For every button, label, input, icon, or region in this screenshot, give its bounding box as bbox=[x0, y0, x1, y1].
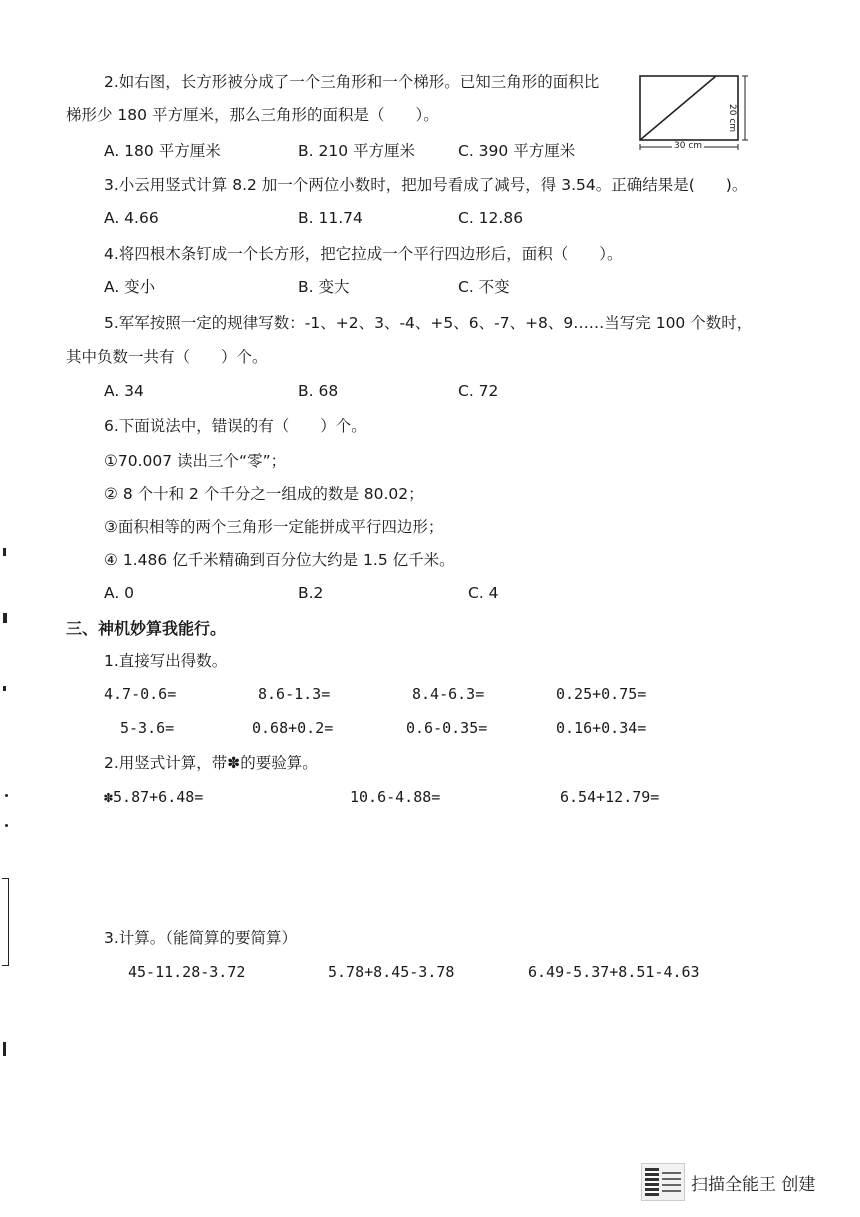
scan-bracket bbox=[2, 965, 9, 966]
q5-option-b: B. 68 bbox=[298, 382, 339, 400]
fig-height-label: 20 cm bbox=[727, 104, 737, 133]
rectangle-figure bbox=[632, 74, 762, 160]
q2-option-a: A. 180 平方厘米 bbox=[104, 142, 221, 160]
section3-sub2: 2.用竖式计算，带✽的要验算。 bbox=[104, 754, 318, 772]
mental-calc-item: 0.25+0.75= bbox=[556, 685, 647, 703]
q6-option-a: A. 0 bbox=[104, 584, 135, 602]
vertical-calc-item: 6.54+12.79= bbox=[560, 788, 660, 806]
scan-bracket bbox=[8, 878, 9, 966]
simplify-calc-item: 6.49-5.37+8.51-4.63 bbox=[528, 963, 700, 981]
q2-text-line2: 梯形少 180 平方厘米，那么三角形的面积是（ ）。 bbox=[66, 106, 439, 124]
q4-text: 4.将四根木条钉成一个长方形，把它拉成一个平行四边形后，面积（ ）。 bbox=[104, 245, 623, 263]
mental-calc-item: 5-3.6= bbox=[120, 719, 175, 737]
mental-calc-item: 0.16+0.34= bbox=[556, 719, 647, 737]
scan-mark bbox=[3, 1042, 6, 1056]
q4-option-b: B. 变大 bbox=[298, 278, 350, 296]
simplify-calc-item: 45-11.28-3.72 bbox=[128, 963, 246, 981]
q5-text-line1: 5.军军按照一定的规律写数：-1、+2、3、-4、+5、6、-7、+8、9……当写完 100 个数时， bbox=[104, 314, 753, 332]
mental-calc-item: 0.6-0.35= bbox=[406, 719, 488, 737]
scan-bracket bbox=[2, 878, 9, 879]
section3-title: 三、神机妙算我能行。 bbox=[66, 619, 227, 638]
q3-option-b: B. 11.74 bbox=[298, 209, 363, 227]
q4-option-a: A. 变小 bbox=[104, 278, 156, 296]
qr-code-icon bbox=[641, 1163, 685, 1201]
q3-option-a: A. 4.66 bbox=[104, 209, 159, 227]
scan-mark bbox=[3, 613, 7, 623]
q2-option-b: B. 210 平方厘米 bbox=[298, 142, 415, 160]
fig-width-label: 30 cm bbox=[674, 141, 703, 151]
q6-text: 6.下面说法中，错误的有（ ）个。 bbox=[104, 417, 367, 435]
q6-statement-1: ①70.007 读出三个“零”； bbox=[104, 452, 287, 470]
section3-sub1: 1.直接写出得数。 bbox=[104, 652, 228, 670]
mental-calc-item: 8.4-6.3= bbox=[412, 685, 485, 703]
q6-option-c: C. 4 bbox=[468, 584, 499, 602]
scanner-label: 扫描全能王 创建 bbox=[691, 1174, 816, 1195]
q3-option-c: C. 12.86 bbox=[458, 209, 524, 227]
mental-calc-item: 8.6-1.3= bbox=[258, 685, 331, 703]
q6-statement-4: ④ 1.486 亿千米精确到百分位大约是 1.5 亿千米。 bbox=[104, 551, 455, 569]
q6-statement-2: ② 8 个十和 2 个千分之一组成的数是 80.02； bbox=[104, 485, 424, 503]
simplify-calc-item: 5.78+8.45-3.78 bbox=[328, 963, 455, 981]
q6-statement-3: ③面积相等的两个三角形一定能拼成平行四边形； bbox=[104, 518, 444, 536]
q6-option-b: B.2 bbox=[298, 584, 324, 602]
mental-calc-item: 4.7-0.6= bbox=[104, 685, 177, 703]
q2-text-line1: 2.如右图，长方形被分成了一个三角形和一个梯形。已知三角形的面积比 bbox=[104, 73, 600, 91]
scanner-watermark bbox=[641, 1163, 815, 1201]
q2-option-c: C. 390 平方厘米 bbox=[458, 142, 576, 160]
vertical-calc-item: 10.6-4.88= bbox=[350, 788, 441, 806]
scan-mark bbox=[3, 548, 6, 556]
q5-text-line2: 其中负数一共有（ ）个。 bbox=[66, 348, 268, 366]
scan-mark bbox=[5, 824, 8, 827]
section3-sub3: 3.计算。（能简算的要简算） bbox=[104, 929, 298, 947]
q4-option-c: C. 不变 bbox=[458, 278, 510, 296]
q5-option-c: C. 72 bbox=[458, 382, 499, 400]
q5-option-a: A. 34 bbox=[104, 382, 144, 400]
scan-mark bbox=[5, 794, 8, 797]
mental-calc-item: 0.68+0.2= bbox=[252, 719, 334, 737]
vertical-calc-item: ✽5.87+6.48= bbox=[104, 788, 204, 806]
scan-mark bbox=[3, 686, 6, 691]
q3-text: 3.小云用竖式计算 8.2 加一个两位小数时，把加号看成了减号，得 3.54。正确结果是( )。 bbox=[104, 176, 748, 194]
